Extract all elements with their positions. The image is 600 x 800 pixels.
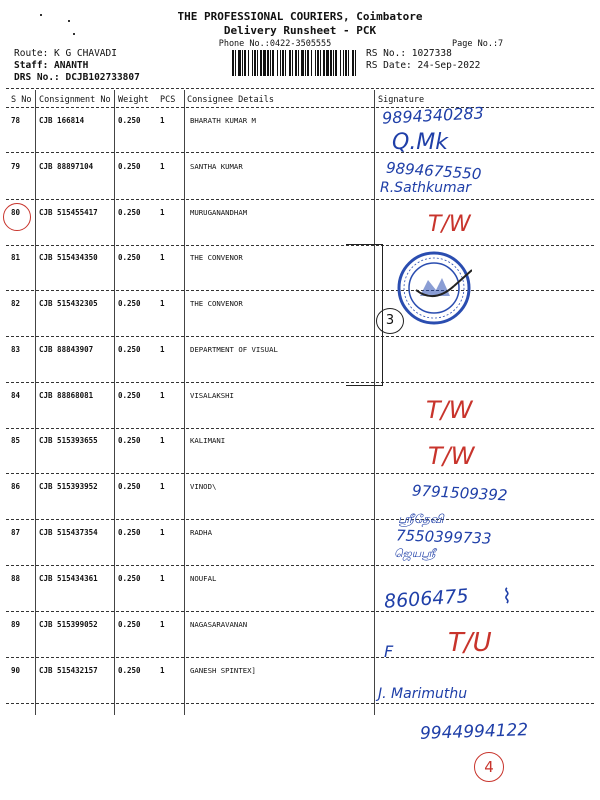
- handwritten-signature: R.Sathkumar: [380, 180, 471, 196]
- row-consignment: CJB 515455417: [39, 208, 98, 217]
- barcode-bar: [295, 50, 297, 76]
- barcode-bar: [326, 50, 329, 76]
- row-divider: [6, 565, 594, 566]
- handwritten-initial: F: [384, 642, 394, 661]
- row-pcs: 1: [160, 345, 165, 354]
- row-pcs: 1: [160, 253, 165, 262]
- barcode-bar: [248, 50, 249, 76]
- row-pcs: 1: [160, 208, 165, 217]
- column-line: [114, 90, 115, 715]
- row-divider: [6, 152, 594, 153]
- col-weight: Weight: [118, 95, 149, 105]
- row-sno: 85: [11, 436, 21, 445]
- barcode-bar: [301, 50, 304, 76]
- row-sno: 80: [11, 208, 21, 217]
- row-divider: [6, 703, 594, 704]
- route-label: Route: K G CHAVADI: [14, 48, 117, 59]
- row-consignee: GANESH SPINTEX]: [190, 666, 256, 675]
- row-sno: 89: [11, 620, 21, 629]
- page-number: Page No.:7: [452, 39, 504, 49]
- divider: [6, 88, 594, 89]
- row-sno: 83: [11, 345, 21, 354]
- row-pcs: 1: [160, 574, 165, 583]
- row-consignee: THE CONVENOR: [190, 299, 243, 308]
- page-count: 4: [484, 758, 494, 776]
- row-pcs: 1: [160, 666, 165, 675]
- barcode-bar: [244, 50, 246, 76]
- row-weight: 0.250: [118, 620, 141, 629]
- row-pcs: 1: [160, 482, 165, 491]
- barcode-bar: [242, 50, 243, 76]
- barcode-bar: [355, 50, 356, 76]
- barcode-bar: [238, 50, 241, 76]
- column-line: [35, 90, 36, 715]
- row-consignee: MURUGANANDHAM: [190, 208, 248, 217]
- handwritten-phone: 9894340283: [381, 103, 485, 128]
- col-sno: S No: [11, 95, 32, 105]
- handwritten-phone: 7550399733: [395, 526, 492, 548]
- rs-number: RS No.: 1027338: [366, 48, 452, 59]
- divider: [6, 107, 594, 108]
- handwritten-signature: J. Marimuthu: [378, 686, 468, 702]
- barcode-bar: [289, 50, 291, 76]
- official-stamp-icon: [396, 250, 472, 326]
- row-pcs: 1: [160, 620, 165, 629]
- row-consignee: THE CONVENOR: [190, 253, 243, 262]
- row-consignee: RADHA: [190, 528, 212, 537]
- barcode-bar: [298, 50, 299, 76]
- row-sno: 86: [11, 482, 21, 491]
- barcode-bar: [345, 50, 347, 76]
- barcode-bar: [352, 50, 354, 76]
- row-pcs: 1: [160, 528, 165, 537]
- handwritten-signature: ஜெயஸ்ரீ: [394, 547, 436, 560]
- column-line: [184, 90, 185, 715]
- col-pcs: PCS: [160, 95, 176, 105]
- row-consignee: NOUFAL: [190, 574, 217, 583]
- barcode-bar: [335, 50, 337, 76]
- barcode-bar: [280, 50, 281, 76]
- row-consignment: CJB 515434350: [39, 253, 98, 262]
- row-pcs: 1: [160, 436, 165, 445]
- row-weight: 0.250: [118, 345, 141, 354]
- row-divider: [6, 245, 594, 246]
- barcode-bar: [348, 50, 349, 76]
- row-consignee: KALIMANI: [190, 436, 226, 445]
- barcode: [232, 50, 358, 76]
- bracket-count: 3: [385, 313, 395, 328]
- page-count-circle: [474, 752, 504, 782]
- column-line: [374, 90, 375, 715]
- barcode-bar: [232, 50, 234, 76]
- barcode-bar: [272, 50, 274, 76]
- highlight-circle: [3, 203, 31, 231]
- handwritten-signature: Q.Mk: [392, 130, 449, 155]
- phone-number: Phone No.:0422-3505555: [218, 39, 332, 49]
- handwritten-phone: 9944994122: [419, 720, 529, 744]
- row-weight: 0.250: [118, 436, 141, 445]
- barcode-bar: [305, 50, 306, 76]
- row-consignment: CJB 88868081: [39, 391, 94, 400]
- company-title: THE PROFESSIONAL COURIERS, Coimbatore: [177, 10, 423, 23]
- col-signature: Signature: [378, 95, 425, 105]
- row-divider: [6, 428, 594, 429]
- barcode-bar: [307, 50, 309, 76]
- handwritten-mark: T/W: [426, 396, 473, 424]
- barcode-bar: [333, 50, 334, 76]
- row-consignee: VINOD\: [190, 482, 217, 491]
- barcode-bar: [263, 50, 266, 76]
- handwritten-mark: T/U: [448, 628, 492, 658]
- col-consignee: Consignee Details: [187, 95, 274, 105]
- barcode-bar: [252, 50, 253, 76]
- row-consignment: CJB 515399052: [39, 620, 98, 629]
- handwritten-phone: 9894675550: [385, 158, 482, 184]
- barcode-bar: [260, 50, 262, 76]
- row-consignee: VISALAKSHI: [190, 391, 234, 400]
- barcode-bar: [292, 50, 293, 76]
- barcode-bar: [285, 50, 286, 76]
- row-consignment: CJB 88897104: [39, 162, 94, 171]
- barcode-bar: [330, 50, 332, 76]
- row-consignee: SANTHA KUMAR: [190, 162, 243, 171]
- row-consignee: DEPARTMENT OF VISUAL: [190, 345, 278, 354]
- scribble-mark: ⌇: [502, 584, 512, 608]
- handwritten-signature: ஸ்ரீதேவி: [398, 512, 444, 526]
- handwritten-mark: T/W: [428, 212, 471, 237]
- barcode-bar: [315, 50, 316, 76]
- barcode-bar: [317, 50, 319, 76]
- barcode-bar: [323, 50, 325, 76]
- barcode-bar: [277, 50, 278, 76]
- barcode-bar: [267, 50, 269, 76]
- row-weight: 0.250: [118, 482, 141, 491]
- row-weight: 0.250: [118, 208, 141, 217]
- staff-label: Staff: ANANTH: [14, 60, 89, 71]
- row-divider: [6, 336, 594, 337]
- handwritten-phone: 8606475: [383, 585, 470, 613]
- row-sno: 79: [11, 162, 21, 171]
- row-consignment: CJB 515393655: [39, 436, 98, 445]
- row-weight: 0.250: [118, 253, 141, 262]
- handwritten-phone: 9791509392: [411, 481, 508, 505]
- row-pcs: 1: [160, 162, 165, 171]
- barcode-bar: [254, 50, 256, 76]
- row-weight: 0.250: [118, 299, 141, 308]
- row-weight: 0.250: [118, 162, 141, 171]
- drs-number: DRS No.: DCJB102733807: [14, 72, 140, 83]
- barcode-bar: [320, 50, 321, 76]
- row-sno: 82: [11, 299, 21, 308]
- row-pcs: 1: [160, 299, 165, 308]
- row-divider: [6, 657, 594, 658]
- row-weight: 0.250: [118, 666, 141, 675]
- barcode-bar: [270, 50, 271, 76]
- row-consignment: CJB 515393952: [39, 482, 98, 491]
- row-weight: 0.250: [118, 116, 141, 125]
- row-sno: 88: [11, 574, 21, 583]
- row-consignment: CJB 88843907: [39, 345, 94, 354]
- row-divider: [6, 199, 594, 200]
- row-sno: 87: [11, 528, 21, 537]
- row-pcs: 1: [160, 116, 165, 125]
- handwritten-mark: T/W: [428, 442, 475, 470]
- barcode-bar: [340, 50, 341, 76]
- barcode-bar: [311, 50, 312, 76]
- row-consignment: CJB 515434361: [39, 574, 98, 583]
- row-weight: 0.250: [118, 574, 141, 583]
- row-divider: [6, 382, 594, 383]
- row-divider: [6, 611, 594, 612]
- row-consignment: CJB 515437354: [39, 528, 98, 537]
- rs-date: RS Date: 24-Sep-2022: [366, 60, 481, 71]
- col-consignment: Consignment No: [39, 95, 111, 105]
- row-consignment: CJB 166814: [39, 116, 85, 125]
- row-consignment: CJB 515432157: [39, 666, 98, 675]
- barcode-bar: [282, 50, 284, 76]
- row-consignee: NAGASARAVANAN: [190, 620, 248, 629]
- row-weight: 0.250: [118, 391, 141, 400]
- row-divider: [6, 290, 594, 291]
- row-consignee: BHARATH KUMAR M: [190, 116, 256, 125]
- row-sno: 90: [11, 666, 21, 675]
- row-weight: 0.250: [118, 528, 141, 537]
- row-divider: [6, 519, 594, 520]
- row-pcs: 1: [160, 391, 165, 400]
- row-sno: 84: [11, 391, 21, 400]
- barcode-bar: [257, 50, 258, 76]
- sheet-title: Delivery Runsheet - PCK: [223, 24, 377, 37]
- barcode-bar: [235, 50, 236, 76]
- barcode-bar: [343, 50, 344, 76]
- row-divider: [6, 473, 594, 474]
- row-sno: 81: [11, 253, 21, 262]
- row-sno: 78: [11, 116, 21, 125]
- row-consignment: CJB 515432305: [39, 299, 98, 308]
